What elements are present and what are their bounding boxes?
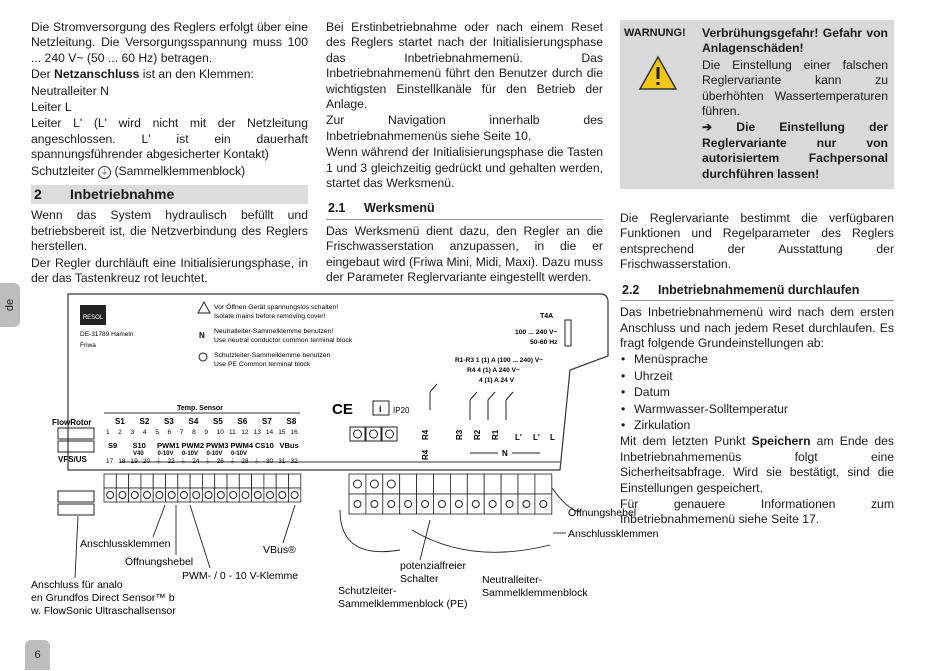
terminal [178, 488, 190, 502]
terminal [276, 488, 288, 502]
paragraph: Das Inbetriebnahmemenü wird nach dem ersten Anschluss und nach jedem Reset durchlaufen. Es fragt folgende Grundeinstellungen ab: [620, 305, 894, 350]
sensor-labels [115, 417, 297, 426]
ce-mark: CE [332, 401, 353, 418]
terminal [252, 488, 264, 502]
sensor-label: S9 [108, 441, 118, 450]
terminal [116, 488, 128, 502]
terminal [116, 474, 128, 488]
terminal-number: 20 [142, 458, 151, 465]
line-schutzleiter: Schutzleiter ⏚ (Sammelklemmenblock) [31, 163, 246, 178]
sensor-label: CS10 [255, 441, 274, 450]
subsection-heading: 2.1 Werksmenü [326, 199, 603, 219]
warning-triangle-icon [198, 302, 210, 313]
terminal [166, 474, 178, 488]
terminal [366, 494, 383, 514]
sensor-sub-label: 0-10V [182, 451, 199, 457]
ground-icon [354, 430, 362, 438]
terminal [383, 474, 400, 494]
terminal [215, 474, 227, 488]
sensor-numbers [106, 429, 298, 436]
paragraph: Das Werksmenü dient dazu, den Regler an die Frischwasserstation anzupassen, in die er eingebaut wird (Friwa Mini, Midi, Maxi). Dazu muss der Parameter Reglervariante eingestellt werden. [326, 223, 603, 285]
terminal [434, 494, 451, 514]
paragraph: Die Reglervariante bestimmt die verfügbaren Funktionen und Regelparameter des Reglers entsprechend der Ausstattung der Frischwasserstation. [620, 211, 894, 272]
terminal-number: 28 [241, 458, 249, 465]
terminal [501, 474, 518, 494]
terminal-number: 5 [155, 429, 159, 436]
fuse-icon [565, 320, 571, 346]
terminal-number: ⏚ [229, 458, 236, 465]
sensor-label: S4 [188, 417, 199, 426]
terminal [264, 474, 276, 488]
terminal [215, 488, 227, 502]
paragraph: Für genauere Informationen zum Inbetriebnahmemenü siehe Seite 17. [620, 496, 894, 527]
language-tab: de [0, 283, 20, 327]
sensor-label: S10 [132, 441, 146, 450]
callout-anschlussklemmen-right: Anschlussklemmen [568, 528, 659, 540]
paragraph: Der Regler durchläuft eine Initialisierungsphase, in der das Tastenkreuz rot leuchtet. [31, 255, 308, 286]
terminal [501, 494, 518, 514]
terminal-number: 18 [118, 458, 126, 465]
sensor-label: PWM3 [206, 441, 229, 450]
callout-analog-sensor: Anschluss für analo en Grundfos Direct Sensor™ b w. FlowSonic Ultraschallsensor [31, 579, 176, 617]
warning-label: WARNUNG! [624, 27, 686, 39]
terminal [518, 494, 535, 514]
sensor-label: S5 [213, 417, 223, 426]
sensor-labels-2 [108, 441, 299, 457]
sensor-label: S3 [164, 417, 174, 426]
terminal [366, 474, 383, 494]
terminal-number: 30 [265, 458, 274, 465]
ip-rating: IP20 [393, 406, 410, 415]
info-icon: i [379, 404, 382, 414]
temp-sensor-label: Temp. Sensor [177, 405, 223, 412]
subsection-heading: 2.2 Inbetriebnahmemenü durchlaufen [620, 281, 894, 301]
terminal-number: 32 [290, 458, 298, 465]
terminal [349, 474, 366, 494]
pe-note-en: Use PE Common terminal block [214, 361, 311, 368]
terminal [104, 474, 116, 488]
ground-terminals [350, 427, 397, 441]
terminal-number: 15 [278, 429, 286, 436]
terminal [535, 494, 552, 514]
warning-title: Verbrühungsgefahr! Gefahr von Anlagenschäden! [702, 26, 888, 56]
terminal-number: 12 [241, 429, 249, 436]
sensor-numbers-2 [106, 457, 298, 465]
warning-action: ➔ Die Einstellung der Reglervariante nur von autorisiertem Fachpersonal durchführen lassen! [702, 120, 888, 181]
sensor-label: S8 [286, 417, 297, 426]
sensor-label: PWM1 [157, 441, 180, 450]
relay-label: R4 [421, 429, 430, 440]
sensor-label: VBus [279, 441, 299, 450]
callout-anschlussklemmen: Anschlussklemmen [80, 538, 171, 550]
terminal [434, 474, 451, 494]
terminal-number: 11 [229, 429, 236, 436]
terminal [467, 494, 484, 514]
sensor-label: PWM4 [230, 441, 253, 450]
terminal-number: 14 [265, 429, 274, 436]
callout-pwm-terminal: PWM- / 0 - 10 V-Klemme [182, 570, 299, 582]
sensor-label: S7 [262, 417, 272, 426]
sensor-sub-label: 0-10V [206, 451, 223, 457]
ground-terminal [382, 427, 397, 441]
terminal [276, 474, 288, 488]
relay-labels [421, 429, 555, 460]
terminal-number: ⏚ [179, 458, 187, 465]
terminal-number: 26 [216, 458, 224, 465]
diagram-warning: Vor Öffnen Gerät spannungslos schalten! [214, 304, 339, 311]
terminal [166, 488, 178, 502]
bullet-item: • Zirkulation [620, 418, 894, 433]
terminal [518, 474, 535, 494]
line-leiter-prime: Leiter L' (L' wird nicht mit der Netzleitung angeschlossen. L' ist ein dauerhaft spannungsführender abgesicherter Kontakt) [31, 116, 308, 162]
terminal-number: 17 [106, 458, 114, 465]
callout-oeffnungshebel-right: Öffnungshebel [568, 507, 637, 519]
terminal-number: 4 [142, 429, 147, 436]
paragraph: Mit dem letzten Punkt Speichern am Ende des Inbetriebnahmemenüs folgt eine Sicherheitsabfrage. Wird sie bestätigt, sind die Einstellungen gespeichert. [620, 434, 894, 495]
terminal-number: 6 [167, 429, 172, 436]
terminal-number: 31 [278, 458, 286, 465]
sensor-sub-label: 0-10V [231, 451, 248, 457]
relay-label: R3 [455, 429, 464, 440]
neutral-symbol: N [199, 331, 205, 340]
terminal [484, 494, 501, 514]
terminal [129, 488, 141, 502]
ground-icon [386, 430, 394, 438]
product-name: Friwa [80, 342, 96, 349]
neutral-bus-label: N [502, 449, 508, 458]
relay-label: L' [533, 433, 540, 442]
relay-label: R2 [473, 429, 482, 440]
ground-terminal [366, 427, 381, 441]
voltage-label: 100 ... 240 V~ [515, 329, 558, 336]
callout-neutral-block: Neutralleiter-Sammelklemmenblock [482, 574, 588, 599]
terminal [252, 474, 264, 488]
terminal [417, 474, 434, 494]
sensor-label: S2 [139, 417, 150, 426]
neutral-note: Neutralleiter-Sammelklemme benutzen! [214, 328, 334, 335]
paragraph: Die Stromversorgung des Reglers erfolgt über eine Netzleitung. Die Versorgungsspannung muss 100 ... 240 V~ (50 ... 60 Hz) betragen. [31, 20, 308, 65]
paragraph: Wenn das System hydraulisch befüllt und betriebsbereit ist, die Netzverbindung des Reglers herstellen. [31, 208, 308, 254]
terminal-number: ⏚ [204, 458, 211, 465]
bullet-item: • Uhrzeit [620, 369, 894, 384]
terminal-number: 9 [204, 429, 209, 436]
terminal-number: 3 [130, 429, 135, 436]
terminal [190, 474, 202, 488]
terminal [227, 474, 239, 488]
sensor-terminal-block [104, 474, 301, 502]
relay-label: R4 [421, 449, 430, 460]
callout-vbus: VBus® [263, 544, 296, 556]
flowrotor-label: FlowRotor [52, 418, 92, 427]
terminal-number: 7 [179, 429, 184, 436]
terminal [202, 488, 214, 502]
terminal [417, 494, 434, 514]
line-neutral: Neutralleiter N [31, 83, 109, 98]
vfsus-label: VFS/US [58, 455, 87, 464]
terminal-number: 13 [253, 429, 261, 436]
terminal-number: 16 [290, 429, 298, 436]
terminal-number: 22 [167, 458, 175, 465]
bold-term: Speichern [751, 434, 811, 449]
paragraph: Wenn während der Initialisierungsphase die Tasten 1 und 3 gleichzeitig gedrückt und gehalten werden, startet das Werksmenü. [326, 145, 603, 191]
frequency-label: 50-60 Hz [530, 339, 558, 346]
terminal-number: 8 [192, 429, 196, 436]
brand-logo-text: RESOL [82, 315, 104, 321]
callout-schutzleiter: Schutzleiter-Sammelklemmenblock (PE) [338, 585, 468, 610]
terminal-number: 24 [192, 458, 200, 465]
terminal [484, 474, 501, 494]
relay-switch-symbols [430, 384, 513, 420]
relay-label: R1 [491, 429, 500, 440]
analog-connector [58, 504, 94, 515]
terminal [227, 488, 239, 502]
terminal [450, 474, 467, 494]
ground-icon [370, 430, 378, 438]
sensor-label: S1 [115, 417, 125, 426]
relay-rating: R1-R3 1 (1) A (100 ... 240) V~ [455, 357, 544, 364]
page-number: 6 [25, 640, 50, 670]
terminal [141, 488, 153, 502]
housing-outline [68, 294, 608, 470]
terminal-number: 10 [216, 429, 224, 436]
bold-term: Netzanschluss [54, 67, 140, 82]
ground-terminal [350, 427, 365, 441]
bullet-item: • Menüsprache [620, 352, 894, 367]
terminal-number: 2 [118, 429, 122, 436]
flowrotor-connector [58, 441, 94, 452]
terminal [239, 474, 251, 488]
terminal [104, 488, 116, 502]
terminal [239, 488, 251, 502]
terminal-number: 1 [106, 429, 110, 436]
terminal [190, 488, 202, 502]
terminal [467, 474, 484, 494]
relay-label: L' [515, 433, 522, 442]
line-leiter: Leiter L [31, 100, 72, 115]
terminal [289, 474, 301, 488]
neutral-note-en: Use neutral conductor common terminal block [214, 337, 353, 344]
callout-oeffnungshebel: Öffnungshebel [125, 556, 194, 568]
terminal [450, 494, 467, 514]
terminal [178, 474, 190, 488]
terminal [400, 494, 417, 514]
terminal [153, 474, 165, 488]
terminal-number: 19 [130, 458, 138, 465]
terminal [141, 474, 153, 488]
terminal [383, 494, 400, 514]
terminal-number: ⏚ [253, 458, 261, 465]
sensor-label: PWM2 [181, 441, 204, 450]
flowrotor-connector [58, 428, 94, 439]
sensor-sub-label: 0-10V [157, 451, 174, 457]
terminal [289, 488, 301, 502]
warning-text: Die Einstellung einer falschen Reglervariante kann zu überhöhten Wassertemperaturen führen. [702, 57, 888, 119]
terminal [264, 488, 276, 502]
terminal [349, 494, 366, 514]
diagram-warning-en: Isolate mains before removing cover! [214, 313, 326, 320]
paragraph: Bei Erstinbetriebnahme oder nach einem Reset des Reglers startet nach der Initialisierungsphase das Inbetriebnahmemenü. Das Inbetriebnahmemenü führt den Benutzer durch die wichtigsten Einstellkanäle für den Betrieb der Anlage. [326, 20, 603, 112]
terminal [153, 488, 165, 502]
section-heading: 2 Inbetriebnahme [31, 185, 308, 204]
callout-potential-switch: potenzialfreier Schalter [400, 560, 466, 585]
relay-label: L [550, 433, 555, 442]
pe-note: Schutzleiter-Sammelklemme benutzen [214, 352, 331, 359]
bullet-item: • Datum [620, 385, 894, 400]
terminal [129, 474, 141, 488]
manufacturer-address: DE-31789 Hameln [80, 331, 134, 338]
ground-icon [199, 353, 207, 361]
fuse-label: T4A [540, 313, 554, 320]
terminal [535, 474, 552, 494]
ground-icon: ⏚ [98, 166, 111, 179]
analog-connector [58, 491, 94, 502]
relay-rating: R4 4 (1) A 240 V~ [467, 367, 520, 374]
terminal-number: ⏚ [155, 458, 162, 465]
sensor-sub-label: V40 [133, 451, 144, 457]
mains-terminal-block [349, 474, 552, 514]
terminal [400, 474, 417, 494]
relay-rating: 4 (1) A 24 V [479, 377, 515, 384]
sensor-label: S6 [237, 417, 248, 426]
paragraph: Zur Navigation innerhalb des Inbetriebnahmemenüs siehe Seite 10. [326, 113, 603, 143]
terminal [202, 474, 214, 488]
paragraph: Der Netzanschluss ist an den Klemmen: [31, 67, 254, 82]
bullet-item: • Warmwasser-Solltemperatur [620, 402, 894, 417]
